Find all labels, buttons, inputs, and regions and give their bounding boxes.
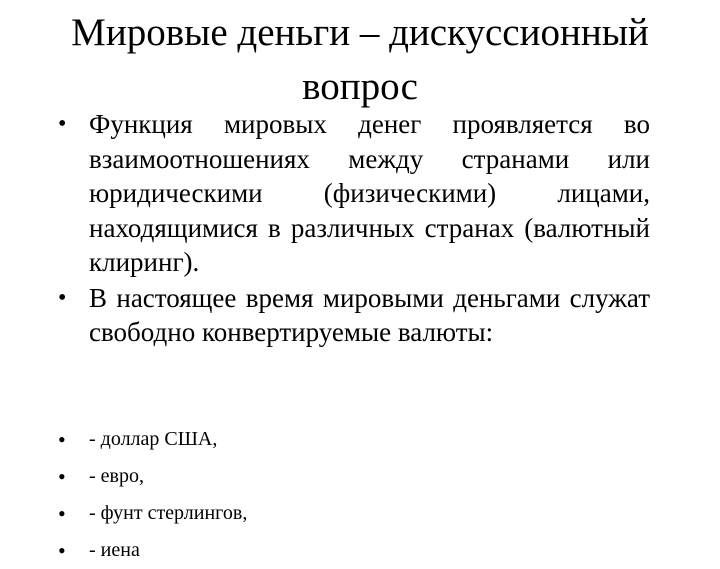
bullet-dot-icon: • <box>58 464 66 489</box>
currency-item <box>58 458 650 495</box>
bullet-dot-icon: • <box>58 111 67 137</box>
currency-text: - фунт стерлингов, <box>89 502 248 524</box>
currency-text: - доллар США, <box>89 428 218 450</box>
bullet-dot-icon: • <box>58 427 66 452</box>
bullet-item <box>58 281 650 350</box>
currency-item <box>58 495 650 532</box>
bullet-text: В настоящее время мировыми деньгами служат свободно конвертируемые валюты: <box>89 282 650 347</box>
bullet-text: Функция мировых денег проявляется во взаимоотношениях между странами или юридическими (физическими) лицами, находящимися в различных странах (валютный клиринг). <box>89 109 650 277</box>
bullet-list <box>58 107 650 350</box>
bullet-dot-icon: • <box>58 501 66 526</box>
bullet-item <box>58 107 650 280</box>
currency-list <box>58 421 650 569</box>
currency-text: - евро, <box>89 465 144 487</box>
bullet-dot-icon: • <box>58 284 67 311</box>
slide-title: Мировые деньги – дискуссионный вопрос <box>71 11 649 108</box>
bullet-dot-icon: • <box>58 538 66 563</box>
currency-item <box>58 421 650 458</box>
currency-text: - иена <box>89 539 140 561</box>
currency-item <box>58 532 650 569</box>
